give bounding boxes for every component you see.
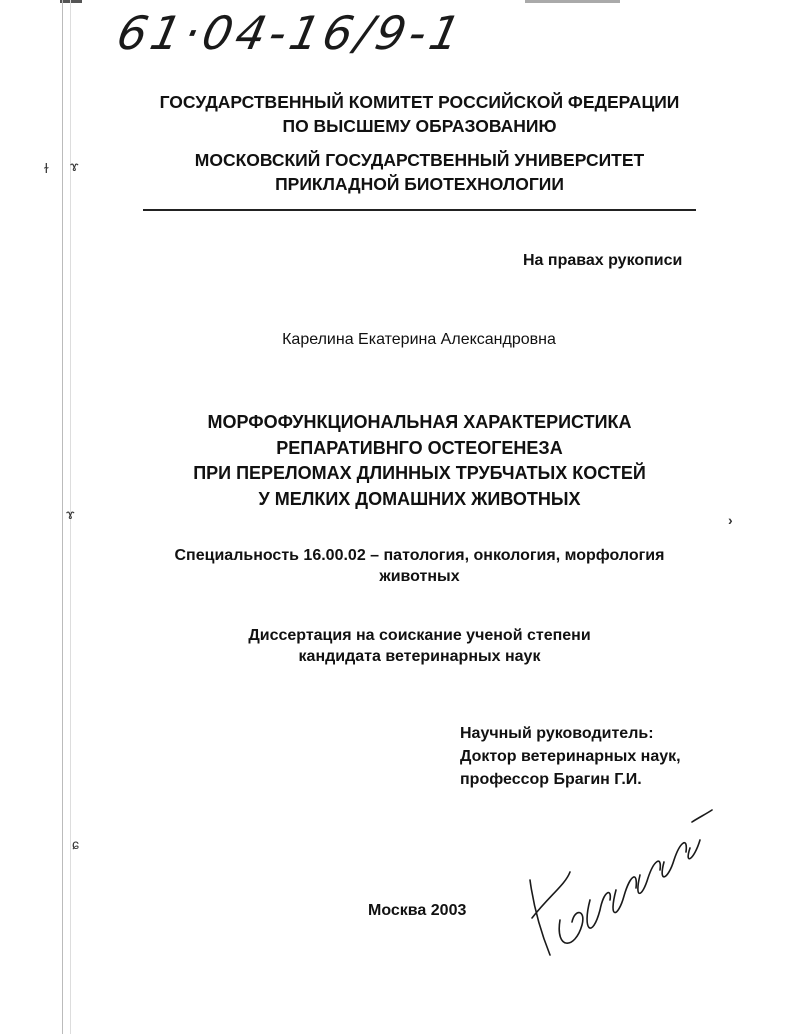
title-line: МОРФОФУНКЦИОНАЛЬНАЯ ХАРАКТЕРИСТИКА (207, 412, 632, 432)
specialty-line: животных (379, 568, 460, 585)
supervisor-block (460, 722, 681, 791)
scan-speck: ɤ (70, 158, 79, 174)
scan-speck: ɤ (66, 506, 75, 522)
rights-note: На правах рукописи (523, 252, 683, 269)
city-year: Москва 2003 (368, 902, 467, 919)
committee-heading (20, 90, 799, 138)
committee-line: ГОСУДАРСТВЕННЫЙ КОМИТЕТ РОССИЙСКОЙ ФЕДЕРАЦИИ (159, 92, 680, 112)
title-line: РЕПАРАТИВНГО ОСТЕОГЕНЕЗА (276, 437, 563, 458)
scan-speck: ɕ (72, 836, 79, 852)
specialty (20, 545, 799, 587)
supervisor-line: Доктор ветеринарных наук, (460, 748, 681, 765)
university-line: ПРИКЛАДНОЙ БИОТЕХНОЛОГИИ (275, 174, 564, 194)
scan-edge-mark (60, 0, 82, 3)
committee-line: ПО ВЫСШЕМУ ОБРАЗОВАНИЮ (282, 116, 557, 136)
archive-number-handwritten: 61·04-16/9-1 (112, 6, 470, 60)
specialty-line: Специальность 16.00.02 – патология, онкология, морфология (174, 547, 665, 564)
author-signature (520, 800, 720, 960)
scan-speck: › (728, 512, 733, 528)
university-line: МОСКОВСКИЙ ГОСУДАРСТВЕННЫЙ УНИВЕРСИТЕТ (194, 150, 645, 170)
scan-edge-mark (525, 0, 620, 3)
scan-speck: ɫ (44, 160, 49, 176)
degree-line: кандидата ветеринарных наук (298, 648, 541, 665)
author-name: Карелина Екатерина Александровна (282, 331, 556, 348)
title-line: ПРИ ПЕРЕЛОМАХ ДЛИННЫХ ТРУБЧАТЫХ КОСТЕЙ (193, 463, 646, 483)
thesis-title (20, 410, 799, 512)
university-heading (20, 148, 799, 196)
title-line: У МЕЛКИХ ДОМАШНИХ ЖИВОТНЫХ (258, 488, 581, 509)
supervisor-line: профессор Брагин Г.И. (460, 771, 642, 788)
degree-statement (20, 625, 799, 667)
supervisor-line: Научный руководитель: (460, 725, 654, 742)
header-divider (143, 209, 696, 211)
degree-line: Диссертация на соискание ученой степени (248, 627, 591, 644)
